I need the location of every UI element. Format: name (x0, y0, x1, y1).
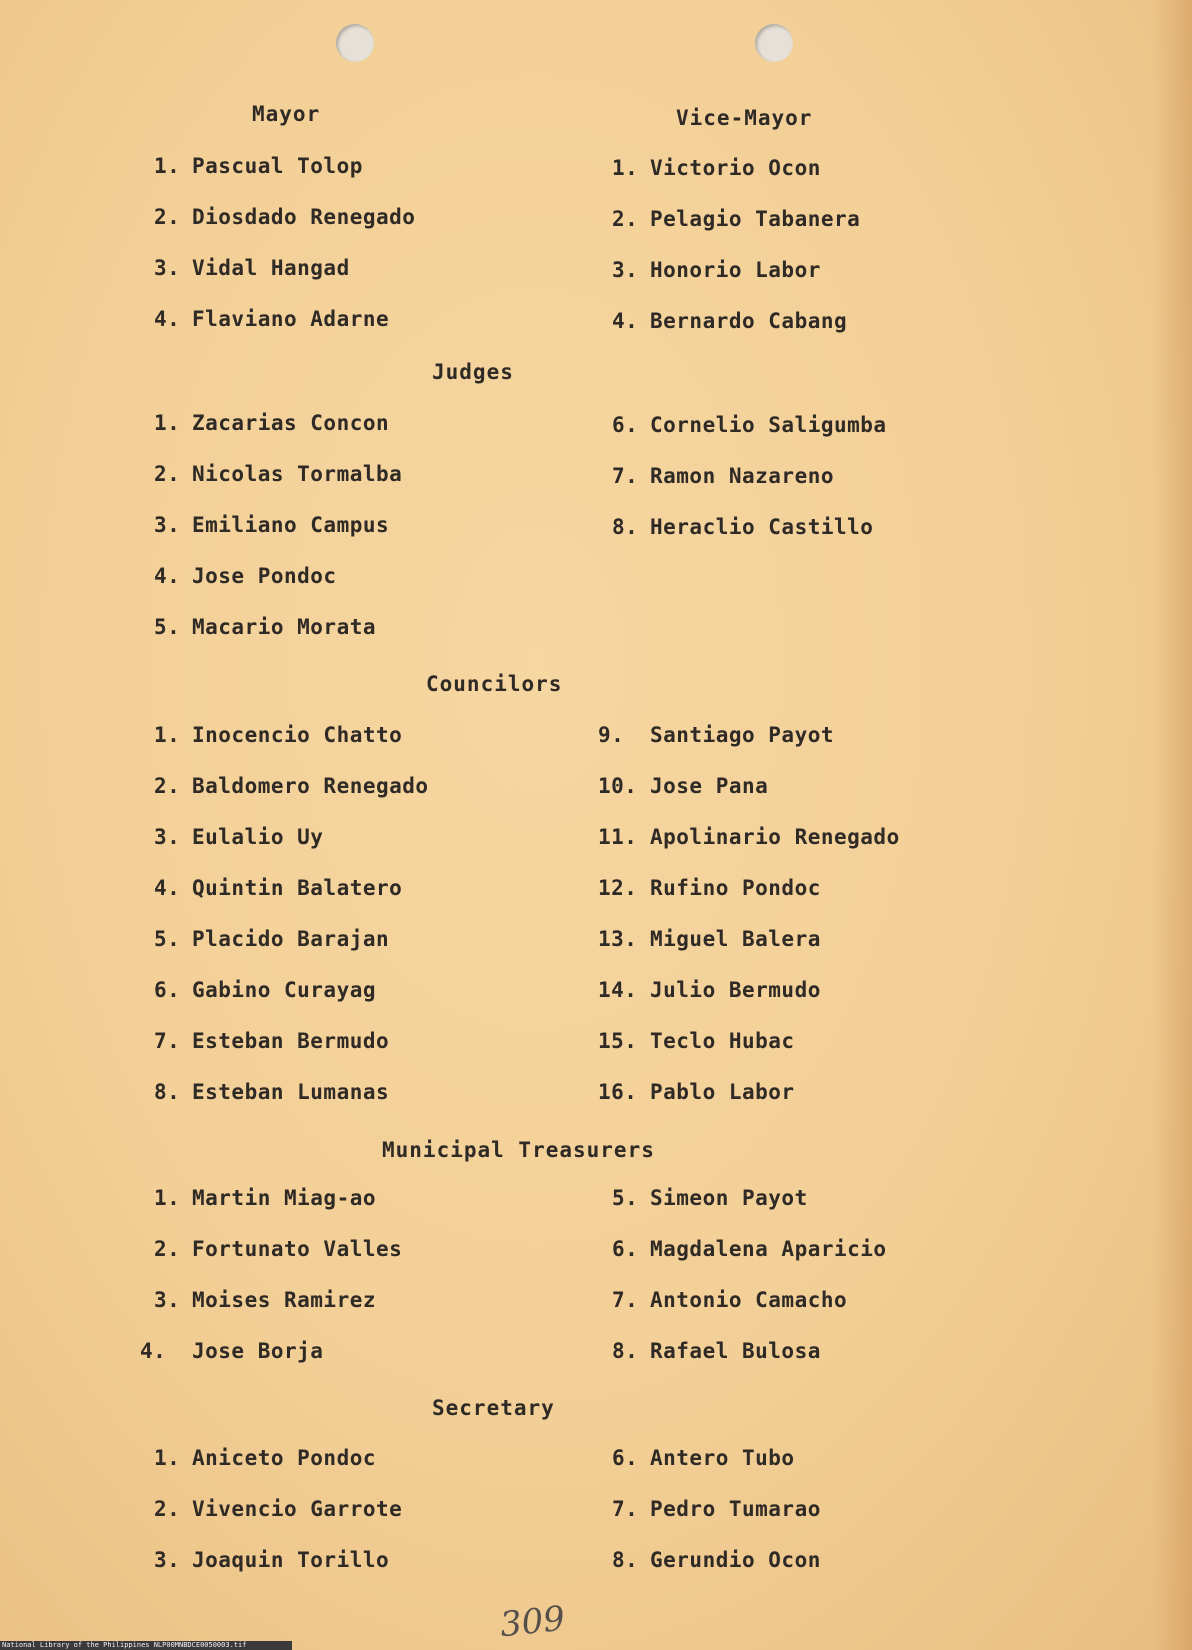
list-item: 2. Baldomero Renegado (154, 774, 429, 798)
list-item: 7. Esteban Bermudo (154, 1029, 390, 1053)
list-item: 6. Gabino Curayag (154, 978, 377, 1002)
list-item: 6. Antero Tubo (612, 1446, 795, 1470)
list-item: 3. Eulalio Uy (154, 825, 324, 849)
list-item: 8. Gerundio Ocon (612, 1548, 821, 1572)
heading-councilors: Councilors (426, 672, 563, 696)
list-item: 2. Fortunato Valles (154, 1237, 403, 1261)
list-item: 5. Placido Barajan (154, 927, 390, 951)
heading-vice-mayor: Vice-Mayor (676, 106, 813, 130)
list-item: 4. Quintin Balatero (154, 876, 403, 900)
heading-mayor: Mayor (252, 102, 321, 126)
list-item: 6. Cornelio Saligumba (612, 413, 887, 437)
punch-hole-right (755, 24, 793, 62)
heading-judges: Judges (432, 360, 514, 384)
list-item: 2. Diosdado Renegado (154, 205, 416, 229)
list-item: 3. Vidal Hangad (154, 256, 350, 280)
handwritten-page-number: 309 (498, 1598, 567, 1646)
list-item: 10. Jose Pana (598, 774, 769, 798)
list-item: 1. Zacarias Concon (154, 411, 390, 435)
list-item: 7. Antonio Camacho (612, 1288, 848, 1312)
list-item: 4. Jose Pondoc (154, 564, 337, 588)
list-item: 3. Emiliano Campus (154, 513, 390, 537)
list-item: 12. Rufino Pondoc (598, 876, 821, 900)
list-item: 3. Moises Ramirez (154, 1288, 377, 1312)
paper-edge-shadow (1152, 0, 1192, 1650)
list-item: 6. Magdalena Aparicio (612, 1237, 887, 1261)
list-item: 1. Inocencio Chatto (154, 723, 403, 747)
list-item: 3. Joaquin Torillo (154, 1548, 390, 1572)
list-item: 4. Bernardo Cabang (612, 309, 848, 333)
punch-hole-left (336, 24, 374, 62)
heading-municipal-treasurers: Municipal Treasurers (382, 1138, 655, 1162)
list-item: 4. Jose Borja (140, 1339, 324, 1363)
list-item: 2. Nicolas Tormalba (154, 462, 403, 486)
list-item: 2. Vivencio Garrote (154, 1497, 403, 1521)
list-item: 7. Pedro Tumarao (612, 1497, 821, 1521)
list-item: 8. Esteban Lumanas (154, 1080, 390, 1104)
list-item: 2. Pelagio Tabanera (612, 207, 861, 231)
list-item: 13. Miguel Balera (598, 927, 821, 951)
list-item: 5. Macario Morata (154, 615, 377, 639)
list-item: 15. Teclo Hubac (598, 1029, 795, 1053)
list-item: 1. Victorio Ocon (612, 156, 821, 180)
list-item: 9. Santiago Payot (598, 723, 835, 747)
list-item: 8. Rafael Bulosa (612, 1339, 821, 1363)
list-item: 1. Pascual Tolop (154, 154, 363, 178)
list-item: 1. Martin Miag-ao (154, 1186, 377, 1210)
list-item: 5. Simeon Payot (612, 1186, 808, 1210)
list-item: 11. Apolinario Renegado (598, 825, 900, 849)
scan-footer-label: National Library of the Philippines NLP00MNBDCE0050003.tif (0, 1641, 292, 1650)
heading-secretary: Secretary (432, 1396, 555, 1420)
list-item: 8. Heraclio Castillo (612, 515, 874, 539)
list-item: 16. Pablo Labor (598, 1080, 795, 1104)
list-item: 4. Flaviano Adarne (154, 307, 390, 331)
list-item: 3. Honorio Labor (612, 258, 821, 282)
list-item: 7. Ramon Nazareno (612, 464, 835, 488)
list-item: 14. Julio Bermudo (598, 978, 821, 1002)
list-item: 1. Aniceto Pondoc (154, 1446, 377, 1470)
